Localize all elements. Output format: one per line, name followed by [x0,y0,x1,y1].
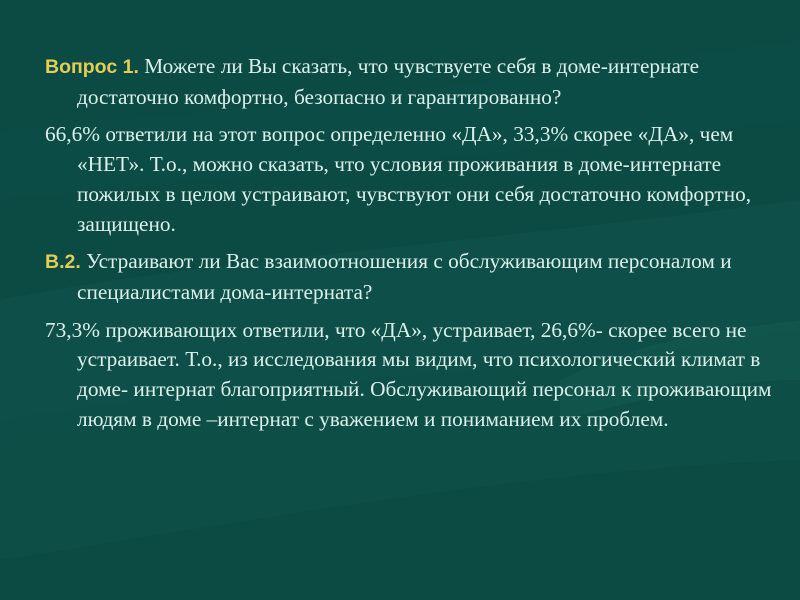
question-1-label [45,56,139,78]
answer-1: 66,6% ответили на этот вопрос определенно «ДА», 33,3% скорее «ДА», чем «НЕТ». Т.о., можно сказать, что условия проживания в доме-интернате пожилых в целом устраивают, чувствуют они себя достаточно комфортно, защищено. [45,122,752,236]
question-2-label: В.2. [45,251,81,274]
question-1-label-text: Вопрос 1 [45,56,134,78]
question-1-label-suffix: . [133,56,139,78]
slide-content [45,52,775,442]
question-1-text: Можете ли Вы сказать, что чувствуете себя в доме-интернате достаточно комфортно, безопасно и гарантированно? [77,54,700,109]
question-2 [45,247,775,307]
question-1 [45,52,775,112]
answer-2: 73,3% проживающих ответили, что «ДА», устраивает, 26,6%- скорее всего не устраивает. Т.о., из исследования мы видим, что психологический климат в доме- интернат благоприятный. Обслуживающий персонал к проживающим людям в доме –интернат с уважением и пониманием их проблем. [45,317,772,431]
question-2-text: Устраивают ли Вас взаимоотношения с обслуживающим персоналом и специалистами дома-интерната? [77,249,732,304]
